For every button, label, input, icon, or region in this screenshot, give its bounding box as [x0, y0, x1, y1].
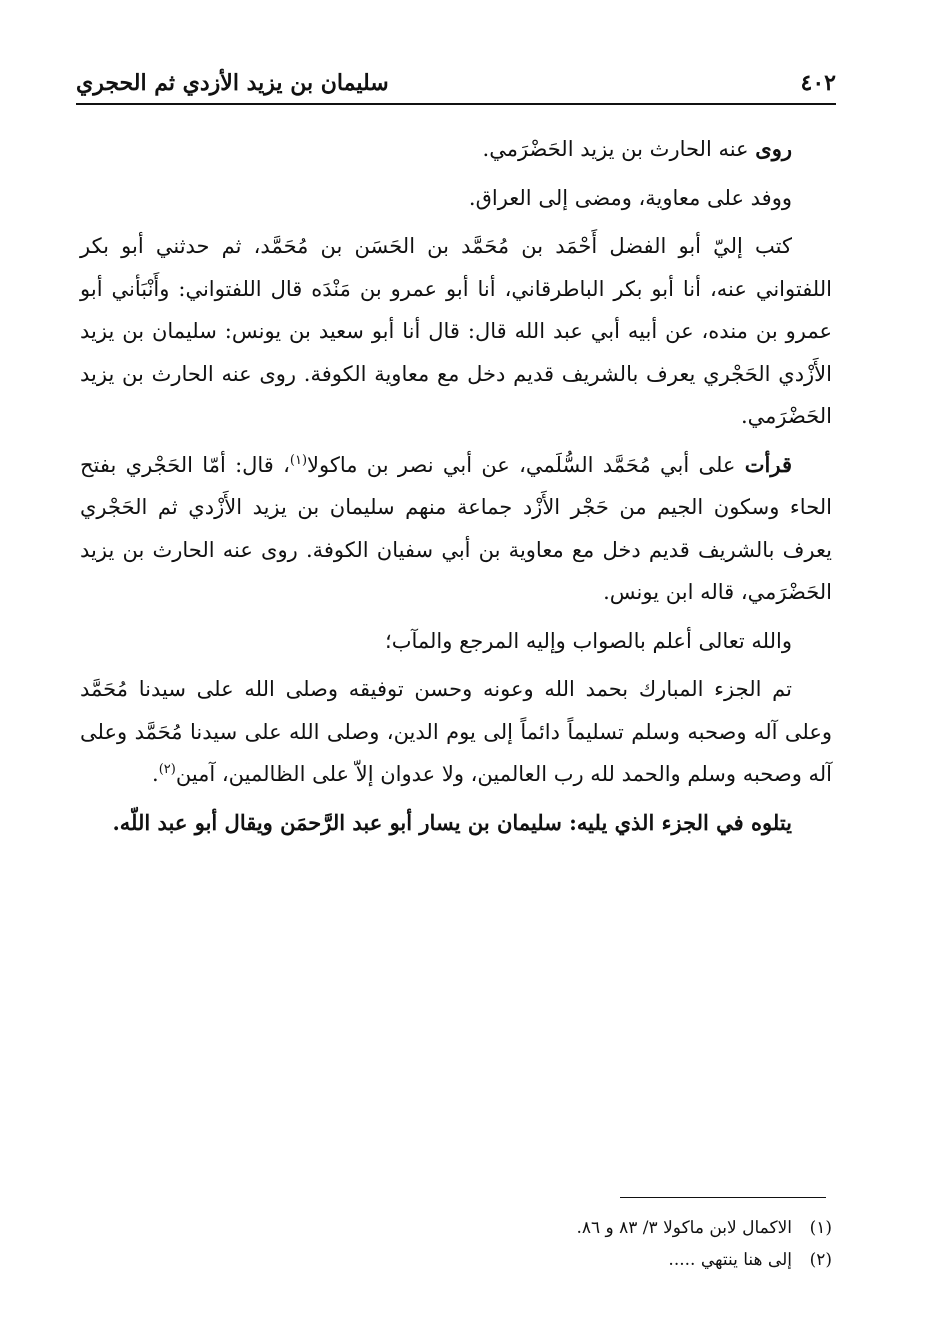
paragraph-text: على أبي مُحَمَّد السُّلَمي، عن أبي نصر بن ماكولا [307, 452, 745, 477]
paragraph-text: تم الجزء المبارك بحمد الله وعونه وحسن توفيقه وصلى الله على سيدنا مُحَمَّد وعلى آله وصحبه وسلم تسليماً دائماً إلى يوم الدين، وصلى الله على سيدنا مُحَمَّد وعلى آله وصحبه وسلم والحمد لله رب العالمين، ولا عدوان إلاّ على الظالمين، آمين [80, 677, 832, 786]
footnotes [80, 1212, 832, 1276]
lead-word: قرأت [744, 451, 792, 477]
paragraph-4 [80, 444, 832, 614]
paragraph-text: يتلوه في الجزء الذي يليه: سليمان بن يسار أبو عبد الرَّحمَن ويقال أبو عبد اللّه. [112, 809, 792, 835]
lead-word: روى [755, 136, 792, 161]
running-title: سليمان بن يزيد الأزدي ثم الحجري [76, 70, 389, 96]
footnote-ref-1[interactable]: (١) [289, 452, 308, 468]
paragraph-text: ووفد على معاوية، ومضى إلى العراق. [468, 185, 792, 210]
page-header [76, 70, 836, 104]
paragraph-text: . [152, 762, 159, 786]
paragraph-text: كتب إليّ أبو الفضل أَحْمَد بن مُحَمَّد بن الحَسَن بن مُحَمَّد، ثم حدثني أبو بكر اللفتواني عنه، أنا أبو بكر الباطرقاني، أنا أبو عمرو بن مَنْدَه قال اللفتواني: وأَنْبَأني أبو عمرو بن منده، عن أبيه أبي عبد الله قال: قال أنا أبو سعيد بن يونس: سليمان بن يزيد الأَزْدي الحَجْري يعرف بالشريف قديم دخل مع معاوية الكوفة. روى عنه الحارث بن يزيد الحَضْرَمي. [80, 234, 832, 428]
footnote-1 [80, 1212, 832, 1244]
paragraph-1 [80, 128, 832, 171]
paragraph-2 [80, 177, 832, 220]
footnote-number: (٢) [809, 1250, 832, 1270]
paragraph-6 [80, 668, 832, 796]
paragraph-text: والله تعالى أعلم بالصواب وإليه المرجع والمآب؛ [385, 628, 792, 653]
main-text [80, 128, 832, 844]
paragraph-text: ، قال: أمّا الحَجْري بفتح الحاء وسكون الجيم من حَجْر الأَزْد جماعة منهم سليمان بن يزيد الأَزْدي ثم الحَجْري يعرف بالشريف قديم دخل مع معاوية بن أبي سفيان الكوفة. روى عنه الحارث بن يزيد الحَضْرَمي، قاله ابن يونس. [80, 452, 832, 604]
footnote-text: الاكمال لابن ماكولا ٣/ ٨٣ و ٨٦. [576, 1218, 792, 1238]
paragraph-7 [80, 802, 832, 845]
page-number: ٤٠٢ [800, 70, 836, 96]
paragraph-text: عنه الحارث بن يزيد الحَضْرَمي. [482, 137, 756, 161]
footnote-text: إلى هنا ينتهي ..... [668, 1250, 792, 1270]
paragraph-5 [80, 620, 832, 663]
header-rule [76, 103, 836, 105]
footnote-rule [620, 1197, 826, 1198]
footnote-2 [80, 1244, 832, 1276]
footnote-number: (١) [809, 1218, 832, 1238]
footnote-ref-2[interactable]: (٢) [158, 762, 176, 777]
paragraph-3 [80, 225, 832, 438]
